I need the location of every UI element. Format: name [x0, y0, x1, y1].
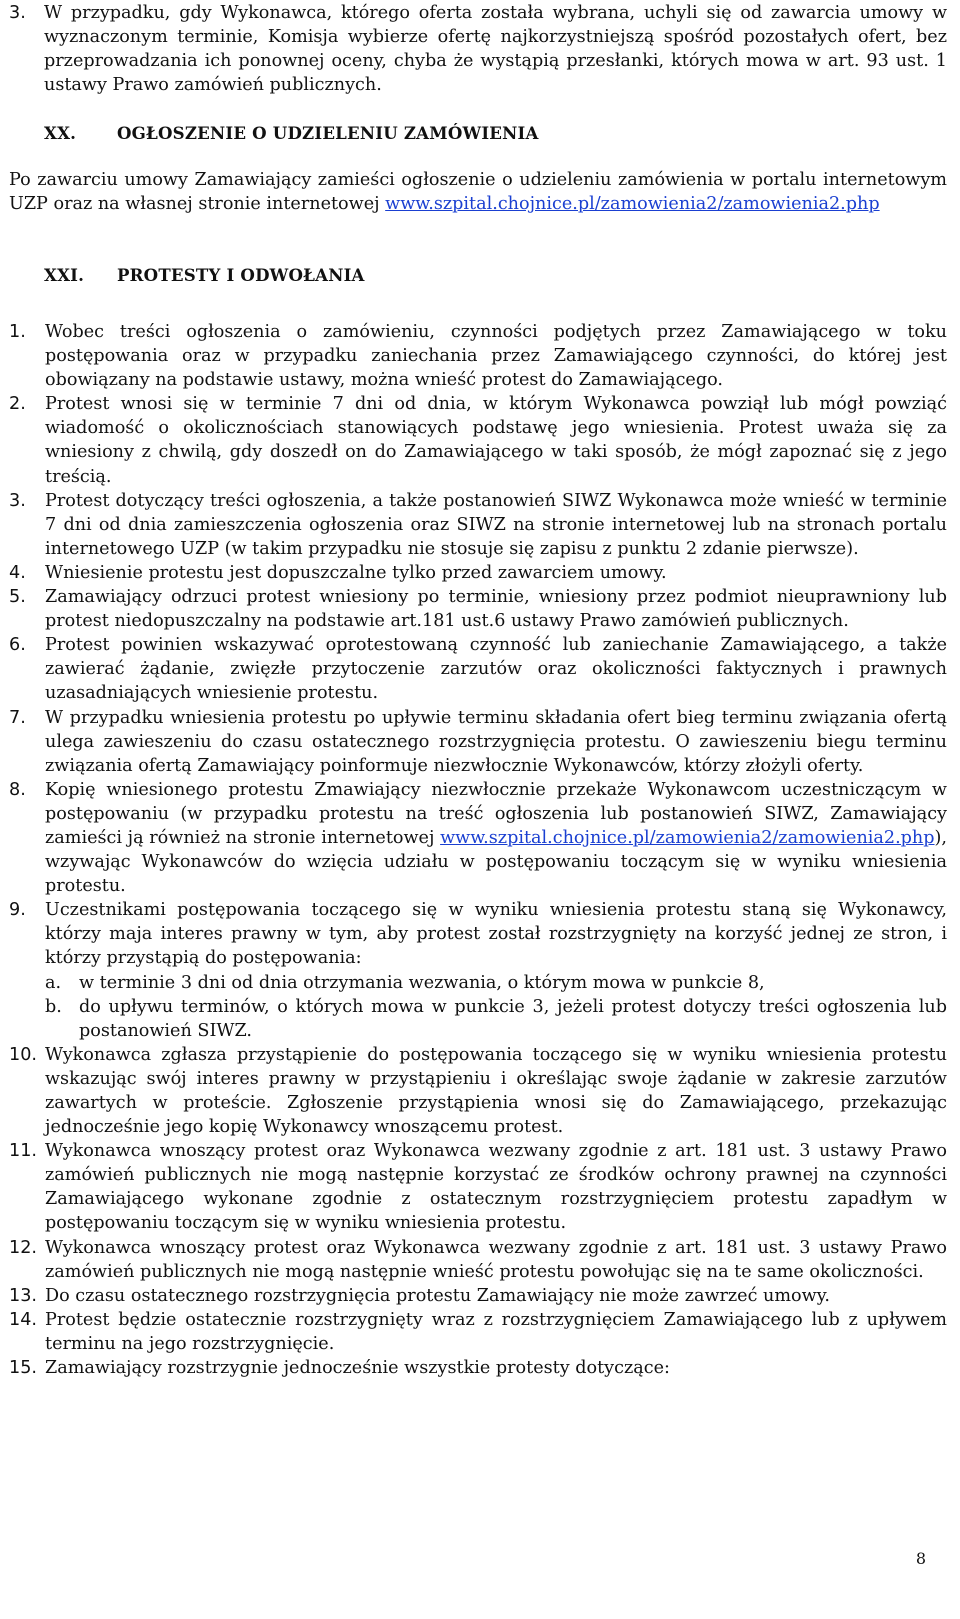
list-number: 12.: [9, 1237, 37, 1258]
list-number: 5.: [9, 587, 26, 608]
list-item-12: [9, 1236, 947, 1284]
sub-number: b.: [45, 996, 62, 1017]
page-number: 8: [915, 1549, 926, 1568]
list-item-10: [9, 1043, 947, 1139]
section-heading-xx: [44, 121, 539, 145]
list-item-5: [9, 585, 947, 633]
list-text: Protest będzie ostatecznie rozstrzygnięty wraz z rozstrzygnięciem Zamawiającego lub z upływem terminu na jego rozstrzygnięcie.: [45, 1309, 947, 1354]
list-text: Protest wnosi się w terminie 7 dni od dnia, w którym Wykonawca powziął lub mógł powziąć wiadomość o okolicznościach stanowiących podstawę jego wniesienia. Protest uważa się za wniesiony z chwilą, gdy doszedł on do Zamawiającego w taki sposób, że mógł zapoznać się z jego treścią.: [45, 394, 947, 487]
procurement-link[interactable]: www.szpital.chojnice.pl/zamowienia2/zamowienia2.php: [385, 194, 880, 215]
list-number: 4.: [9, 562, 26, 583]
sub-item-a: [45, 971, 947, 995]
section-title: OGŁOSZENIE O UDZIELENIU ZAMÓWIENIA: [117, 123, 539, 143]
list-text: Uczestnikami postępowania toczącego się w wyniku wniesienia protestu staną się Wykonawcy, którzy maja interes prawny w tym, aby protest został rozstrzygnięty na korzyść jednej ze stron, i którzy przystąpią do postępowania:: [45, 900, 947, 969]
list-item-6: [9, 633, 947, 705]
sub-number: a.: [45, 972, 62, 993]
list-text: Wykonawca wnoszący protest oraz Wykonawca wezwany zgodnie z art. 181 ust. 3 ustawy Prawo zamówień publicznych nie mogą następnie wnieść protestu powołując się na te same okoliczności.: [45, 1237, 947, 1282]
list-item-4: [9, 561, 947, 585]
list-item-9: [9, 898, 947, 1043]
list-number: 7.: [9, 707, 26, 728]
list-text: Wniesienie protestu jest dopuszczalne tylko przed zawarciem umowy.: [45, 562, 667, 583]
list-number: 8.: [9, 779, 26, 800]
list-number: 1.: [9, 322, 26, 342]
list-text: W przypadku, gdy Wykonawca, którego oferta została wybrana, uchyli się od zawarcia umowy w wyznaczonym terminie, Komisja wybierze ofertę najkorzystniejszą spośród pozostałych ofert, bez przeprowadzania ich ponownej oceny, chyba że wystąpią przesłanki, których mowa w art. 93 ust. 1 ustawy Prawo zamówień publicznych.: [44, 3, 947, 96]
list-text: Wobec treści ogłoszenia o zamówieniu, czynności podjętych przez Zamawiającego w toku postępowania oraz w przypadku zaniechania przez Zamawiającego czynności, do której jest obowiązany na podstawie ustawy, można wnieść protest do Zamawiającego.: [45, 322, 947, 391]
list-number: 9.: [9, 900, 26, 921]
procurement-link[interactable]: www.szpital.chojnice.pl/zamowienia2/zamowienia2.php: [440, 827, 935, 848]
sub-text: do upływu terminów, o których mowa w punkcie 3, jeżeli protest dotyczy treści ogłoszenia lub postanowień SIWZ.: [79, 996, 947, 1041]
list-item-11: [9, 1139, 947, 1235]
list-item-3: [9, 1, 947, 97]
list-text: Wykonawca wnoszący protest oraz Wykonawca wezwany zgodnie z art. 181 ust. 3 ustawy Prawo zamówień publicznych nie mogą następnie korzystać ze środków ochrony prawnej na czynności Zamawiającego wykonane zgodnie z ostatecznym rozstrzygnięciem protestu zapadłym w postępowaniu toczącym się w wyniku wniesienia protestu.: [45, 1141, 947, 1234]
list-number: 15.: [9, 1358, 37, 1379]
section-xx-paragraph: [9, 168, 947, 216]
protest-list: [9, 320, 947, 1380]
list-text: [45, 778, 947, 898]
list-text: Do czasu ostatecznego rozstrzygnięcia protestu Zamawiający nie może zawrzeć umowy.: [45, 1285, 830, 1306]
list-text: Zamawiający odrzuci protest wniesiony po terminie, wniesiony przez podmiot nieuprawniony lub protest niedopuszczalny na podstawie art.181 ust.6 ustawy Prawo zamówień publicznych.: [45, 587, 947, 632]
sub-text: w terminie 3 dni od dnia otrzymania wezwania, o którym mowa w punkcie 8,: [79, 972, 765, 993]
text-after-link: ), wzywając Wykonawców do wzięcia udziału w postępowaniu toczącym się w wyniku wniesienia protestu.: [45, 827, 947, 897]
list-text: Protest dotyczący treści ogłoszenia, a także postanowień SIWZ Wykonawca może wnieść w terminie 7 dni od dnia zamieszczenia ogłoszenia oraz SIWZ na stronie internetowej lub na stronach portalu internetowego UZP (w takim przypadku nie stosuje się zapisu z punktu 2 zdanie pierwsze).: [45, 490, 947, 559]
list-item-3: [9, 489, 947, 561]
list-number: 2.: [9, 394, 26, 415]
sub-list: [45, 971, 947, 1043]
list-item-14: [9, 1308, 947, 1356]
section-number: XX.: [44, 123, 77, 143]
list-item-2: [9, 392, 947, 488]
list-number: 3.: [9, 490, 26, 511]
list-number: 13.: [9, 1285, 37, 1306]
list-item-8: [9, 778, 947, 898]
list-text: W przypadku wniesienia protestu po upływie terminu składania ofert bieg terminu związania ofertą ulega zawieszeniu do czasu ostatecznego rozstrzygnięcia protestu. O zawieszeniu biegu terminu związania ofertą Zamawiający poinformuje niezwłocznie Wykonawców, którzy złożyli oferty.: [45, 707, 947, 776]
list-item-7: [9, 706, 947, 778]
list-item-13: [9, 1284, 947, 1308]
text-before-link: Kopię wniesionego protestu Zmawiający niezwłocznie przekaże Wykonawcom uczestniczącym w postępowaniu (w przypadku protestu na treść ogłoszenia lub postanowień SIWZ, Zamawiający zamieści ją również na stronie internetowej: [45, 779, 947, 848]
paragraph-text: Po zawarciu umowy Zamawiający zamieści ogłoszenie o udzieleniu zamówienia w portalu internetowym UZP oraz na własnej stronie internetowej: [9, 170, 947, 215]
section-number: XXI.: [44, 265, 85, 285]
continued-list: [9, 1, 947, 97]
section-heading-xxi: [44, 263, 365, 287]
list-number: 14.: [9, 1309, 37, 1330]
list-text: Wykonawca zgłasza przystąpienie do postępowania toczącego się w wyniku wniesienia protestu wskazując swój interes prawny w przystąpieniu i określając swoje żądanie w zakresie zarzutów zawartych w proteście. Zgłoszenie przystąpienia wnosi się do Zamawiającego, przekazując jednocześnie jego kopię Wykonawcy wnoszącemu protest.: [45, 1044, 947, 1138]
list-number: 6.: [9, 635, 26, 656]
list-number: 10.: [9, 1044, 37, 1065]
list-item-1: [9, 320, 947, 392]
section-title: PROTESTY I ODWOŁANIA: [117, 265, 365, 285]
list-text: Protest powinien wskazywać oprotestowaną czynność lub zaniechanie Zamawiającego, a także zawierać żądanie, zwięzłe przytoczenie zarzutów oraz okoliczności faktycznych i prawnych uzasadniających wniesienie protestu.: [45, 635, 947, 704]
list-number: 3.: [9, 3, 26, 23]
list-number: 11.: [9, 1141, 37, 1162]
list-item-15: [9, 1356, 947, 1380]
sub-item-b: [45, 995, 947, 1043]
list-text: Zamawiający rozstrzygnie jednocześnie wszystkie protesty dotyczące:: [45, 1358, 670, 1379]
